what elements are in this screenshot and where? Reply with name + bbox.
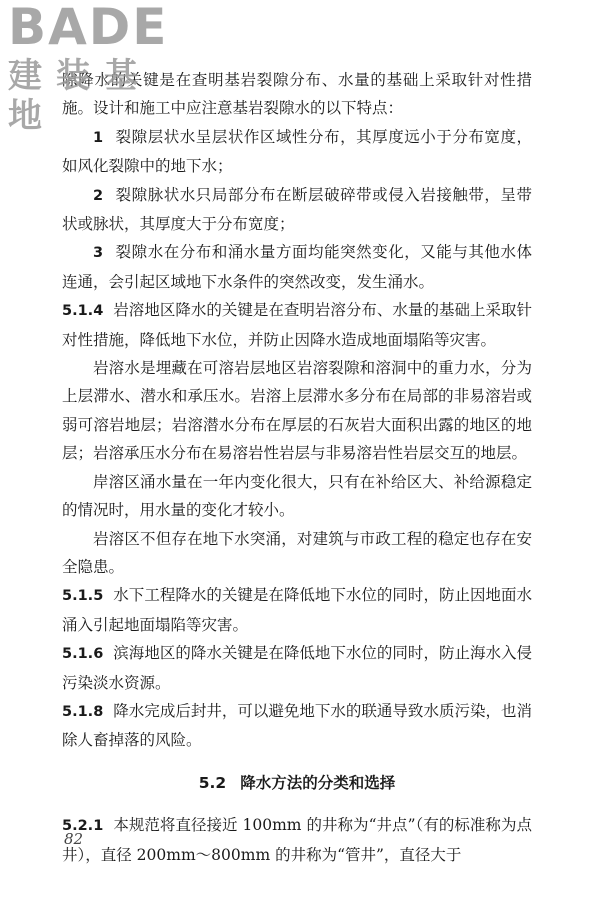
page-number: 82 xyxy=(64,830,84,848)
clause-number: 5.1.6 xyxy=(62,646,104,663)
list-item-text: 裂隙层状水呈层状作区域性分布，其厚度远小于分布宽度，如风化裂隙中的地下水； xyxy=(62,127,532,176)
document-body xyxy=(62,66,532,869)
section-heading xyxy=(62,769,532,797)
list-item-number: 2 xyxy=(93,187,104,204)
clause-paragraph xyxy=(62,581,532,639)
section-number: 5.2 xyxy=(198,773,227,792)
section-title: 降水方法的分类和选择 xyxy=(240,773,396,792)
clause-number: 5.2.1 xyxy=(62,818,104,835)
clause-paragraph xyxy=(62,697,532,755)
body-paragraph: 岩溶水是埋藏在可溶岩层地区岩溶裂隙和溶洞中的重力水，分为上层滞水、潜水和承压水。岩溶上层滞水多分布在局部的非易溶岩或弱可溶岩地层；岩溶潜水分布在厚层的石灰岩大面积出露的地区的地层；岩溶承压水分布在易溶岩性岩层与非易溶岩性岩层交互的地层。 xyxy=(62,359,532,463)
clause-text: 水下工程降水的关键是在降低地下水位的同时，防止因地面水涌入引起地面塌陷等灾害。 xyxy=(62,586,532,634)
clause-number: 5.1.8 xyxy=(62,703,104,720)
list-item-text: 裂隙水在分布和涌水量方面均能突然变化，又能与其他水体连通，会引起区域地下水条件的突然改变，发生涌水。 xyxy=(62,243,532,291)
watermark-subtitle: 建装基地 xyxy=(8,56,152,136)
clause-number: 5.1.4 xyxy=(62,303,104,320)
clause-paragraph xyxy=(62,811,532,869)
body-paragraph: 岸溶区涌水量在一年内变化很大，只有在补给区大、补给源稳定的情况时，用水量的变化才较小。 xyxy=(62,472,532,520)
watermark-logo xyxy=(8,0,178,136)
clause-text: 岩溶地区降水的关键是在查明岩溶分布、水量的基础上采取针对性措施，降低地下水位，并防止因降水造成地面塌陷等灾害。 xyxy=(62,301,532,349)
watermark-logo-text: BADE xyxy=(8,0,169,56)
clause-text: 滨海地区的降水关键是在降低地下水位的同时，防止海水入侵污染淡水资源。 xyxy=(62,644,532,692)
list-item xyxy=(62,181,532,239)
clause-text: 降水完成后封井，可以避免地下水的联通导致水质污染，也消除人畜掉落的风险。 xyxy=(62,701,532,750)
list-item-number: 1 xyxy=(93,129,104,146)
list-item xyxy=(62,238,532,296)
clause-text: 本规范将直径接近 100mm 的井称为“井点”（有的标准称为点井），直径 200mm～800mm 的井称为“管井”，直径大于 xyxy=(62,816,532,864)
clause-number: 5.1.5 xyxy=(62,588,104,605)
body-paragraph: 隙降水的关键是在查明基岩裂隙分布、水量的基础上采取针对性措施。设计和施工中应注意基岩裂隙水的以下特点： xyxy=(62,71,532,118)
clause-paragraph xyxy=(62,296,532,354)
clause-paragraph xyxy=(62,639,532,697)
list-item-text: 裂隙脉状水只局部分布在断层破碎带或侵入岩接触带，呈带状或脉状，其厚度大于分布宽度； xyxy=(62,185,532,234)
body-paragraph: 岩溶区不但存在地下水突涌，对建筑与市政工程的稳定也存在安全隐患。 xyxy=(62,529,532,576)
list-item-number: 3 xyxy=(93,245,104,262)
